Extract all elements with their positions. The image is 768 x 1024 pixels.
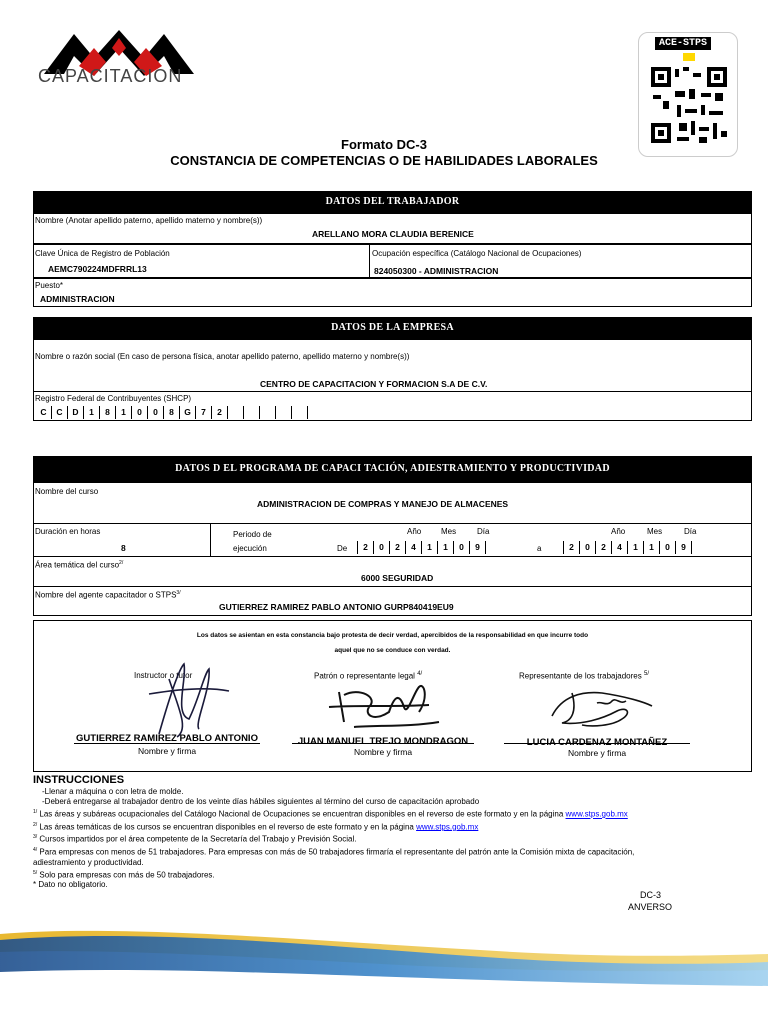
rfc-char-cell: 7 <box>196 406 212 419</box>
start-date-cells <box>357 541 486 554</box>
to-label: a <box>537 544 542 553</box>
badge-label: ACE-STPS <box>655 37 711 50</box>
instruction-line-6b: adiestramiento y productividad. <box>33 857 144 867</box>
footer-wave-decoration <box>0 920 768 1024</box>
stps-link-1[interactable]: www.stps.gob.mx <box>565 809 628 819</box>
instructor-role: Instructor o tutor <box>134 671 193 680</box>
start-date-cell: 9 <box>470 541 486 554</box>
footer-side: ANVERSO <box>628 902 673 912</box>
course-value: ADMINISTRACION DE COMPRAS Y MANEJO DE ALMACENES <box>257 499 509 509</box>
company-name-label: Nombre o razón social (En caso de persona física, anotar apellido paterno, apellido materno y nombre(s)) <box>35 352 410 361</box>
employer-name: JUAN MANUEL TREJO MONDRAGON <box>297 736 469 747</box>
agent-label: Nombre del agente capacitador o $STPS^{3/}$ <box>35 590 181 600</box>
badge-accent <box>683 53 695 61</box>
instructor-name-sign: Nombre y firma <box>137 746 197 756</box>
worker-rep-role: Representante de los trabajadores $^{5/}$ <box>519 671 649 681</box>
truth-statement-2: aquel que no se conduce con verdad. <box>334 647 451 654</box>
end-year-label: Año <box>611 527 626 536</box>
rfc-char-cell: 1 <box>116 406 132 419</box>
rfc-char-cell: 1 <box>84 406 100 419</box>
rfc-char-cell <box>292 406 308 419</box>
agent-box <box>33 586 752 616</box>
worker-name-value: ARELLANO MORA CLAUDIA BERENICE <box>312 229 474 239</box>
instructions-block <box>33 787 753 890</box>
worker-name-label: Nombre (Anotar apellido paterno, apellido materno y nombre(s)) <box>35 216 263 225</box>
instructor-name: GUTIERREZ RAMIREZ PABLO ANTONIO <box>76 733 258 744</box>
rfc-cells <box>36 406 308 419</box>
rfc-char-cell: 8 <box>164 406 180 419</box>
instructor-signature <box>129 659 239 739</box>
worker-curp-box <box>33 244 370 278</box>
stps-link-2[interactable]: www.stps.gob.mx <box>416 822 479 832</box>
worker-rep-name: LUCIA CARDENAZ MONTAÑEZ <box>526 737 668 748</box>
curp-value: AEMC790224MDFRRL13 <box>48 264 147 274</box>
rfc-char-cell: D <box>68 406 84 419</box>
start-date-cell: 2 <box>390 541 406 554</box>
truth-statement-1: Los datos se asientan en esta constancia bajo protesta de decir verdad, apercibidos de la responsabilidad en que incurre todo <box>196 632 589 639</box>
start-month-label: Mes <box>441 527 457 536</box>
company-rfc-box <box>33 391 752 421</box>
start-date-cell: 1 <box>422 541 438 554</box>
end-date-cell: 0 <box>660 541 676 554</box>
end-date-cell: 0 <box>580 541 596 554</box>
employer-name-sign: Nombre y firma <box>353 747 413 757</box>
start-date-cell: 0 <box>454 541 470 554</box>
hours-value: 8 <box>121 543 126 553</box>
start-date-cell: 4 <box>406 541 422 554</box>
rfc-char-cell: C <box>52 406 68 419</box>
period-label-2: ejecución <box>233 544 267 553</box>
area-value: 6000 SEGURIDAD <box>361 573 434 583</box>
instruction-line-1: -Llenar a máquina o con letra de molde. <box>42 787 184 796</box>
instructions-title: INSTRUCCIONES <box>33 774 125 786</box>
worker-occupation-box <box>369 244 752 278</box>
end-date-cell: 1 <box>628 541 644 554</box>
end-month-label: Mes <box>647 527 663 536</box>
area-box <box>33 556 752 587</box>
instruction-line-6: $^{4/}$ Para empresas con menos de 51 trabajadores. Para empresas con más de 50 trabajadores firmaría el representante del patrón ante la Comisión mixta de capacitación, <box>33 846 635 857</box>
employer-signature <box>319 677 449 737</box>
period-box <box>210 523 752 557</box>
format-title: Formato DC-3 <box>341 137 427 152</box>
end-date-cell: 9 <box>676 541 692 554</box>
from-label: De <box>337 544 348 553</box>
curp-label: Clave Única de Registro de Población <box>35 249 170 258</box>
end-date-cell: 1 <box>644 541 660 554</box>
end-date-cell: 2 <box>564 541 580 554</box>
occupation-value: 824050300 - ADMINISTRACION <box>374 266 499 276</box>
company-name-value: CENTRO DE CAPACITACION Y FORMACION S.A DE C.V. <box>260 379 488 389</box>
occupation-label: Ocupación específica (Catálogo Nacional de Ocupaciones) <box>372 249 582 258</box>
end-date-cells <box>563 541 692 554</box>
instruction-line-5: $^{3/}$ Cursos impartidos por el área competente de la Secretaría del Trabajo y Previsión Social. <box>33 834 357 844</box>
rfc-char-cell: 0 <box>148 406 164 419</box>
start-date-cell: 0 <box>374 541 390 554</box>
rfc-char-cell: 0 <box>132 406 148 419</box>
rfc-char-cell <box>244 406 260 419</box>
instruction-line-2: -Deberá entregarse al trabajador dentro de los veinte días hábiles siguientes al término del curso de capacitación aprobado <box>42 797 480 806</box>
start-year-label: Año <box>407 527 422 536</box>
course-label: Nombre del curso <box>35 487 99 496</box>
worker-section-header: DATOS DEL TRABAJADOR <box>33 191 752 213</box>
position-label: Puesto* <box>35 281 64 290</box>
start-day-label: Día <box>477 527 490 536</box>
worker-position-box <box>33 278 752 307</box>
worker-rep-signature <box>542 681 662 731</box>
period-label-1: Periodo de <box>233 530 272 539</box>
employer-role: Patrón o representante legal $^{4/}$ <box>314 671 423 681</box>
rfc-char-cell: 8 <box>100 406 116 419</box>
agent-value: GUTIERREZ RAMIREZ PABLO ANTONIO GURP840419EU9 <box>219 602 454 612</box>
end-date-cell: 4 <box>612 541 628 554</box>
footer-code: DC-3 <box>640 890 662 900</box>
company-logo <box>34 26 214 96</box>
company-section-header: DATOS DE LA EMPRESA <box>33 317 752 339</box>
company-name-box <box>33 339 752 392</box>
program-section-header: DATOS D EL PROGRAMA DE CAPACI TACIÓN, ADIESTRAMIENTO Y PRODUCTIVIDAD <box>33 456 752 482</box>
instruction-line-8: * Dato no obligatorio. <box>33 880 108 890</box>
duration-box <box>33 523 211 557</box>
instruction-line-3: $^{1/}$ Las áreas y subáreas ocupacionales del Catálogo Nacional de Ocupaciones se encuentran disponibles en el reverso de este formato y en la página www.stps.gob.mx <box>33 809 628 819</box>
worker-name-box <box>33 213 752 244</box>
logo-text: CAPACITACION <box>38 66 183 86</box>
main-title: CONSTANCIA DE COMPETENCIAS O DE HABILIDADES LABORALES <box>170 153 598 168</box>
signatures-box <box>33 620 752 772</box>
worker-rep-name-sign: Nombre y firma <box>567 748 627 758</box>
qr-code-icon <box>649 65 729 145</box>
course-name-box <box>33 482 752 524</box>
rfc-label: Registro Federal de Contribuyentes (SHCP) <box>35 394 192 403</box>
start-date-cell: 2 <box>358 541 374 554</box>
rfc-char-cell: G <box>180 406 196 419</box>
start-date-cell: 1 <box>438 541 454 554</box>
instruction-line-4: $^{2/}$ Las áreas temáticas de los cursos se encuentran disponibles en el reverso de este formato y en la página www.stps.gob.mx <box>33 821 479 832</box>
rfc-char-cell: C <box>36 406 52 419</box>
rfc-char-cell <box>276 406 292 419</box>
position-value: ADMINISTRACION <box>40 294 115 304</box>
area-label: Área temática del curso$^{2/}$ <box>35 560 124 570</box>
instruction-line-7: $^{5/}$ Solo para empresas con más de 50 trabajadores. <box>33 869 215 880</box>
hours-label: Duración en horas <box>35 527 101 536</box>
rfc-char-cell <box>228 406 244 419</box>
rfc-char-cell: 2 <box>212 406 228 419</box>
end-date-cell: 2 <box>596 541 612 554</box>
rfc-char-cell <box>260 406 276 419</box>
end-day-label: Día <box>684 527 697 536</box>
